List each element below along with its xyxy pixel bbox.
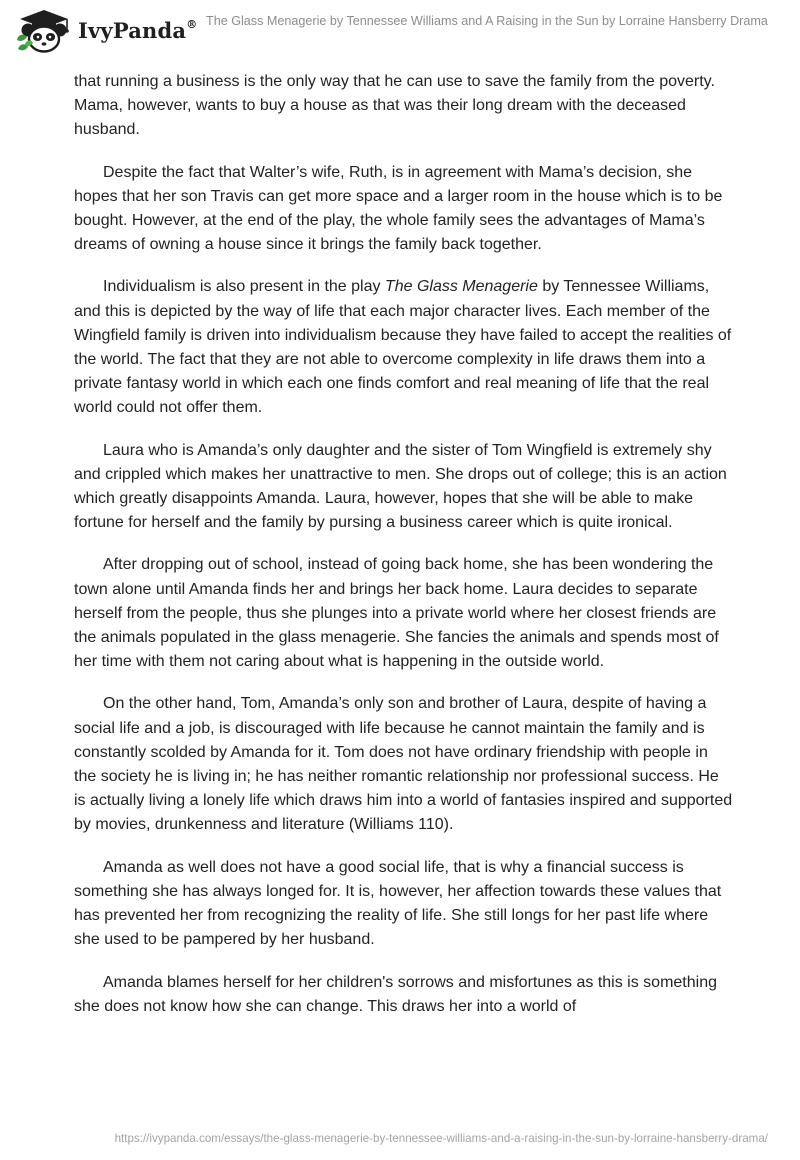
paragraph: Amanda blames herself for her children's sorrows and misfortunes as this is something she does not know how she can change. This draws her into a world of xyxy=(74,973,717,1015)
paragraph: Despite the fact that Walter’s wife, Ruth, is in agreement with Mama’s decision, she hopes that her son Travis can get more space and a larger room in the house which is to be bought. However, at the end of the play, the whole family sees the advantages of Mama’s dreams of owning a house since it brings the family back together. xyxy=(74,163,723,254)
essay-body xyxy=(74,70,734,1037)
paragraph: Amanda as well does not have a good social life, that is why a financial success is something she has always longed for. It is, however, her affection towards these values that has prevented her from recognizing the reality of life. She still longs for her past life where she used to be pampered by her husband. xyxy=(74,858,722,949)
document-title: The Glass Menagerie by Tennessee Williams and A Raising in the Sun by Lorraine Hansberry Drama xyxy=(206,14,768,28)
paragraph-text: Individualism is also present in the play xyxy=(103,278,385,296)
paragraph: On the other hand, Tom, Amanda’s only son and brother of Laura, despite of having a social life and a job, is discouraged with life because he cannot maintain the family and is constantly scolded by Amanda for it. Tom does not have ordinary friendship with people in the society he is living in; he has neither romantic relationship nor professional success. He is actually living a lonely life which draws him into a world of fantasies inspired and supported by movies, drunkenness and literature (Williams 110). xyxy=(74,695,733,834)
paragraph: After dropping out of school, instead of going back home, she has been wondering the town alone until Amanda finds her and brings her back home. Laura decides to separate herself from the people, thus she plunges into a private world where her closest friends are the animals populated in the glass menagerie. She fancies the animals and spends most of her time with them not caring about what is happening in the outside world. xyxy=(74,556,719,671)
source-url[interactable]: https://ivypanda.com/essays/the-glass-menagerie-by-tennessee-williams-and-a-raising-in-the-sun-by-lorraine-hansberry-drama/ xyxy=(114,1132,768,1145)
logo-wordmark xyxy=(78,18,197,43)
paragraph-text: by Tennessee Williams, and this is depicted by the way of life that each major character lives. Each member of the Wingfield family is driven into individualism because they have failed to accept the realities of the world. The fact that they are not able to overcome complexity in life draws them into a private fantasy world in which each one finds comfort and real meaning of life that the real world could not offer them. xyxy=(74,278,732,417)
paragraph xyxy=(74,275,734,420)
paragraph: Laura who is Amanda’s only daughter and the sister of Tom Wingfield is extremely shy and crippled which makes her unattractive to men. She drops out of college; this is an action which greatly disappoints Amanda. Laura, however, hopes that she will be able to make fortune for herself and the family by pursing a business career which is quite ironical. xyxy=(74,441,727,532)
panda-graduate-icon xyxy=(14,8,76,54)
paragraph: that running a business is the only way that he can use to save the family from the poverty. Mama, however, wants to buy a house as that was their long dream with the deceased husband. xyxy=(74,73,715,139)
ivypanda-logo[interactable] xyxy=(14,8,199,54)
logo-text: IvyPanda xyxy=(78,18,187,43)
page-header xyxy=(0,0,800,62)
registered-mark: ® xyxy=(186,18,198,31)
play-title: The Glass Menagerie xyxy=(384,278,538,296)
